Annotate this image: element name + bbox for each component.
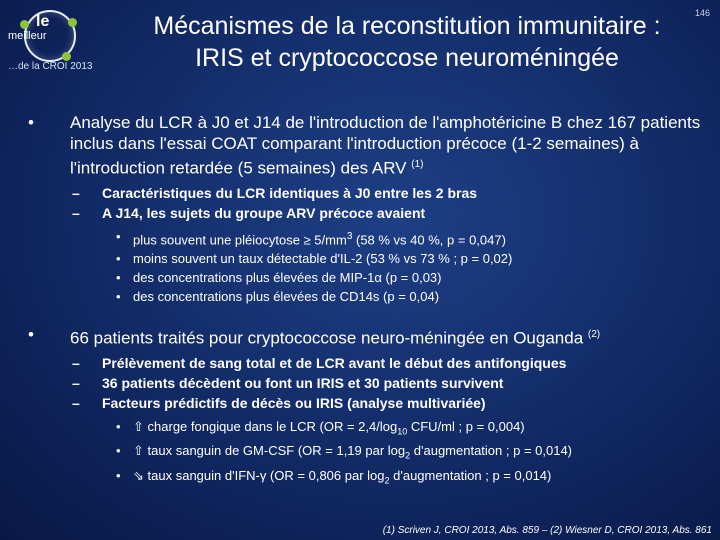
sub-bullet-predictors [28, 393, 708, 413]
slide-number: 146 [694, 8, 710, 18]
slide-title [112, 10, 702, 74]
bullet-text: Analyse du LCR à J0 et J14 de l'introduction de l'amphotéricine B chez 167 patients inclus dans l'essai COAT comparant l'introduction précoce (1-2 semaines) à l'introduction retardée (5 semaines) des ARV [70, 113, 701, 178]
detail-gm-csf: • ⇧ taux sanguin de GM-CSF (OR = 1,19 par $\log_2$ d'augmentation ; p = 0,014) [116, 443, 573, 461]
arrow-up-icon: ⇧ [133, 418, 144, 434]
logo-dot-icon [62, 52, 71, 61]
sub-bullet-text: Prélèvement de sang total et de LCR avant le début des antifongiques [102, 354, 567, 371]
slide-title-line-1: Mécanismes de la reconstitution immunitaire : [153, 12, 661, 40]
bullet-icon: • [116, 418, 121, 434]
sub-bullet-text: Facteurs prédictifs de décès ou IRIS (analyse multivariée) [102, 394, 486, 411]
detail-fungal-load: • ⇧ charge fongique dans le LCR ($OR = 2,4/\log_{10}$ CFU/ml ; p = 0,004) [116, 418, 525, 437]
references-footer: (1) Scriven J, CROI 2013, Abs. 859 – (2) Wiesner D, CROI 2013, Abs. 861 [382, 525, 712, 536]
logo-subtitle: …de la CROI 2013 [8, 61, 93, 72]
bullet-icon: • [116, 467, 121, 483]
sub-bullet-outcomes [28, 373, 708, 393]
dash-icon: – [72, 354, 80, 371]
logo [6, 6, 106, 76]
logo-dot-icon [68, 18, 77, 27]
dash-icon: – [72, 394, 80, 411]
reference-mark: (1) [411, 159, 424, 170]
reference-mark: (2) [587, 328, 601, 340]
logo-dot-icon [20, 20, 29, 29]
bullet-icon: • [28, 113, 34, 132]
logo-le: le [36, 13, 50, 30]
detail-mip1a: • des concentrations plus élevées de MIP-1α (p = 0,03) [116, 269, 442, 285]
bullet-icon: • [116, 269, 121, 285]
bullet-icon: • [116, 250, 121, 266]
detail-il2: • moins souvent un taux détectable d'IL-2 (53 % vs 73 % ; p = 0,02) [116, 250, 513, 266]
bullet-icon: • [116, 443, 121, 459]
sub-bullet-j14 [28, 203, 708, 223]
detail-ifn-gamma: • ⇘ taux sanguin d'IFN-γ (OR = 0,806 par $\log_2$ d'augmentation ; p = 0,014) [116, 467, 552, 486]
dash-icon: – [72, 374, 80, 391]
bullet-icon: • [116, 288, 121, 304]
dash-icon: – [72, 184, 80, 201]
sub-bullet-text: Caractéristiques du LCR identiques à J0 entre les 2 bras [102, 184, 478, 201]
bullet-uganda-study [28, 324, 708, 349]
dash-icon: – [72, 204, 80, 221]
bullet-text: 66 patients traités pour cryptococcose neuro-méningée en Ouganda [70, 328, 588, 348]
logo-meilleur: meilleur [8, 30, 47, 42]
sub-bullet-sampling [28, 353, 708, 373]
arrow-down-icon: ⇘ [133, 467, 144, 483]
bullet-coat-study [28, 112, 708, 179]
sub-bullet-csf-j0 [28, 183, 708, 203]
sub-bullet-text: 36 patients décèdent ou font un IRIS et 30 patients survivent [102, 374, 504, 391]
slide-content [28, 112, 708, 490]
sub-bullet-text: A J14, les sujets du groupe ARV précoce avaient [102, 204, 426, 221]
slide-title-line-2: IRIS et cryptococcose neuroméningée [195, 44, 619, 72]
arrow-up-icon: ⇧ [133, 443, 144, 459]
detail-cd14s: • des concentrations plus élevées de CD14s (p = 0,04) [116, 288, 440, 304]
bullet-icon: • [116, 228, 121, 244]
detail-pleiocytosis: • plus souvent une pléiocytose ≥ $5/mm^3$ (58 % vs 40 %, p = 0,047) [116, 228, 506, 247]
bullet-icon: • [28, 324, 34, 344]
